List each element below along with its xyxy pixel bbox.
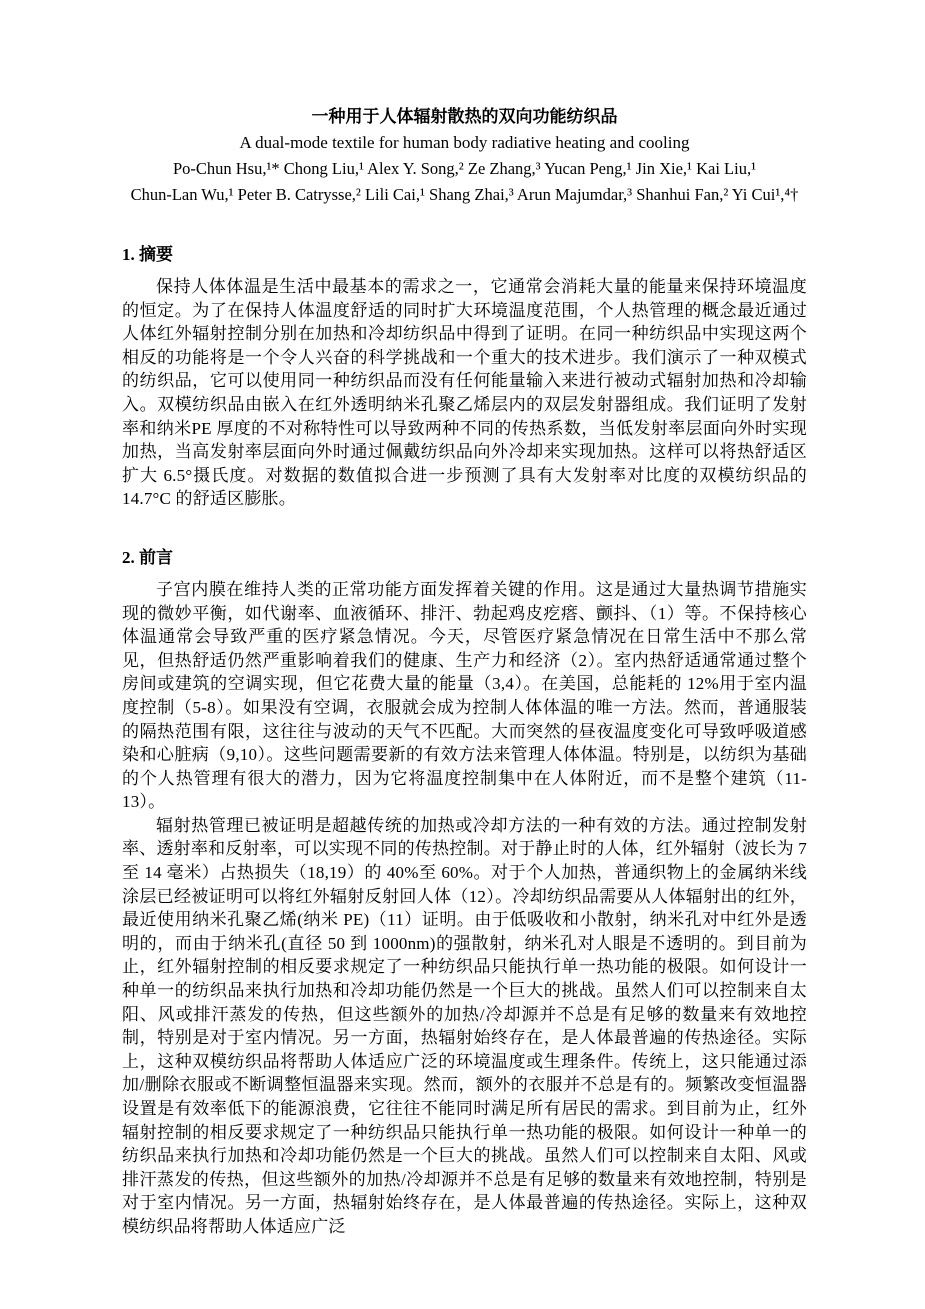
paper-title-chinese: 一种用于人体辐射散热的双向功能纺织品	[311, 107, 618, 126]
introduction-paragraph-1: 子宫内膜在维持人类的正常功能方面发挥着关键的作用。这是通过大量热调节措施实现的微妙平衡，如代谢率、血液循环、排汗、勃起鸡皮疙瘩、颤抖、（1）等。不保持核心体温通常会导致严重的医疗紧急情况。今天，尽管医疗紧急情况在日常生活中不那么常见，但热舒适仍然严重影响着我们的健康、生产力和经济（2）。室内热舒适通常通过整个房间或建筑的空调实现，但它花费大量的能量（3,4）。在美国，总能耗的 12%用于室内温度控制（5-8）。如果没有空调，衣服就会成为控制人体体温的唯一方法。然而，普通服装的隔热范围有限，这往往与波动的天气不匹配。大而突然的昼夜温度变化可导致呼吸道感染和心脏病（9,10）。这些问题需要新的有效方法来管理人体体温。特别是，以纺织为基础的个人热管理有很大的潜力，因为它将温度控制集中在人体附近，而不是整个建筑（11-13）。	[122, 579, 807, 812]
abstract-paragraph: 保持人体体温是生活中最基本的需求之一，它通常会消耗大量的能量来保持环境温度的恒定。为了在保持人体温度舒适的同时扩大环境温度范围，个人热管理的概念最近通过人体红外辐射控制分别在加热和冷却纺织品中得到了证明。在同一种纺织品中实现这两个相反的功能将是一个令人兴奋的科学挑战和一个重大的技术进步。我们演示了一种双模式的纺织品，它可以使用同一种纺织品而没有任何能量输入来进行被动式辐射加热和冷却输入。双模纺织品由嵌入在红外透明纳米孔聚乙烯层内的双层发射器组成。我们证明了发射率和纳米PE 厚度的不对称特性可以导致两种不同的传热系数，当低发射率层面向外时实现加热，当高发射率层面向外时通过佩戴纺织品向外冷却来实现加热。这样可以将热舒适区扩大 6.5°摄氏度。对数据的数值拟合进一步预测了具有大发射率对比度的双模纺织品的 14.7°C 的舒适区膨胀。	[122, 277, 807, 509]
authors-line-1: Po-Chun Hsu,¹* Chong Liu,¹ Alex Y. Song,² Ze Zhang,³ Yucan Peng,¹ Jin Xie,¹ Kai Liu,¹	[172, 159, 757, 178]
section-heading-abstract: 1. 摘要	[122, 245, 173, 264]
introduction-paragraph-2: 辐射热管理已被证明是超越传统的加热或冷却方法的一种有效的方法。通过控制发射率、透射率和反射率，可以实现不同的传热控制。对于静止时的人体，红外辐射（波长为 7至 14 毫米）占热损失（18,19）的 40%至 60%。对于个人加热，普通织物上的金属纳米线涂层已经被证明可以将红外辐射反射回人体（12）。冷却纺织品需要从人体辐射出的红外，最近使用纳米孔聚乙烯(纳米 PE)（11）证明。由于低吸收和小散射，纳米孔对中红外是透明的，而由于纳米孔(直径 50 到 1000nm)的强散射，纳米孔对人眼是不透明的。到目前为止，红外辐射控制的相反要求规定了一种纺织品只能执行单一热功能的极限。如何设计一种单一的纺织品来执行加热和冷却功能仍然是一个巨大的挑战。虽然人们可以控制来自太阳、风或排汗蒸发的传热，但这些额外的加热/冷却源并不总是有足够的数量来有效地控制，特别是对于室内情况。另一方面，热辐射始终存在，是人体最普遍的传热途径。实际上，这种双模纺织品将帮助人体适应广泛的环境温度或生理条件。传统上，这只能通过添加/删除衣服或不断调整恒温器来实现。然而，额外的衣服并不总是有的。频繁改变恒温器设置是有效率低下的能源浪费，它往往不能同时满足所有居民的需求。到目前为止，红外辐射控制的相反要求规定了一种纺织品只能执行单一热功能的极限。如何设计一种单一的纺织品来执行加热和冷却功能仍然是一个巨大的挑战。虽然人们可以控制来自太阳、风或排汗蒸发的传热，但这些额外的加热/冷却源并不总是有足够的数量来有效地控制，特别是对于室内情况。另一方面，热辐射始终存在，是人体最普遍的传热途径。实际上，这种双模纺织品将帮助人体适应广泛	[122, 815, 807, 1236]
paper-title-english: A dual-mode textile for human body radiative heating and cooling	[239, 133, 690, 152]
authors-line-2: Chun-Lan Wu,¹ Peter B. Catrysse,² Lili Cai,¹ Shang Zhai,³ Arun Majumdar,³ Shanhui Fan,² Yi Cui¹,⁴†	[130, 185, 799, 204]
section-heading-introduction: 2. 前言	[122, 547, 173, 567]
